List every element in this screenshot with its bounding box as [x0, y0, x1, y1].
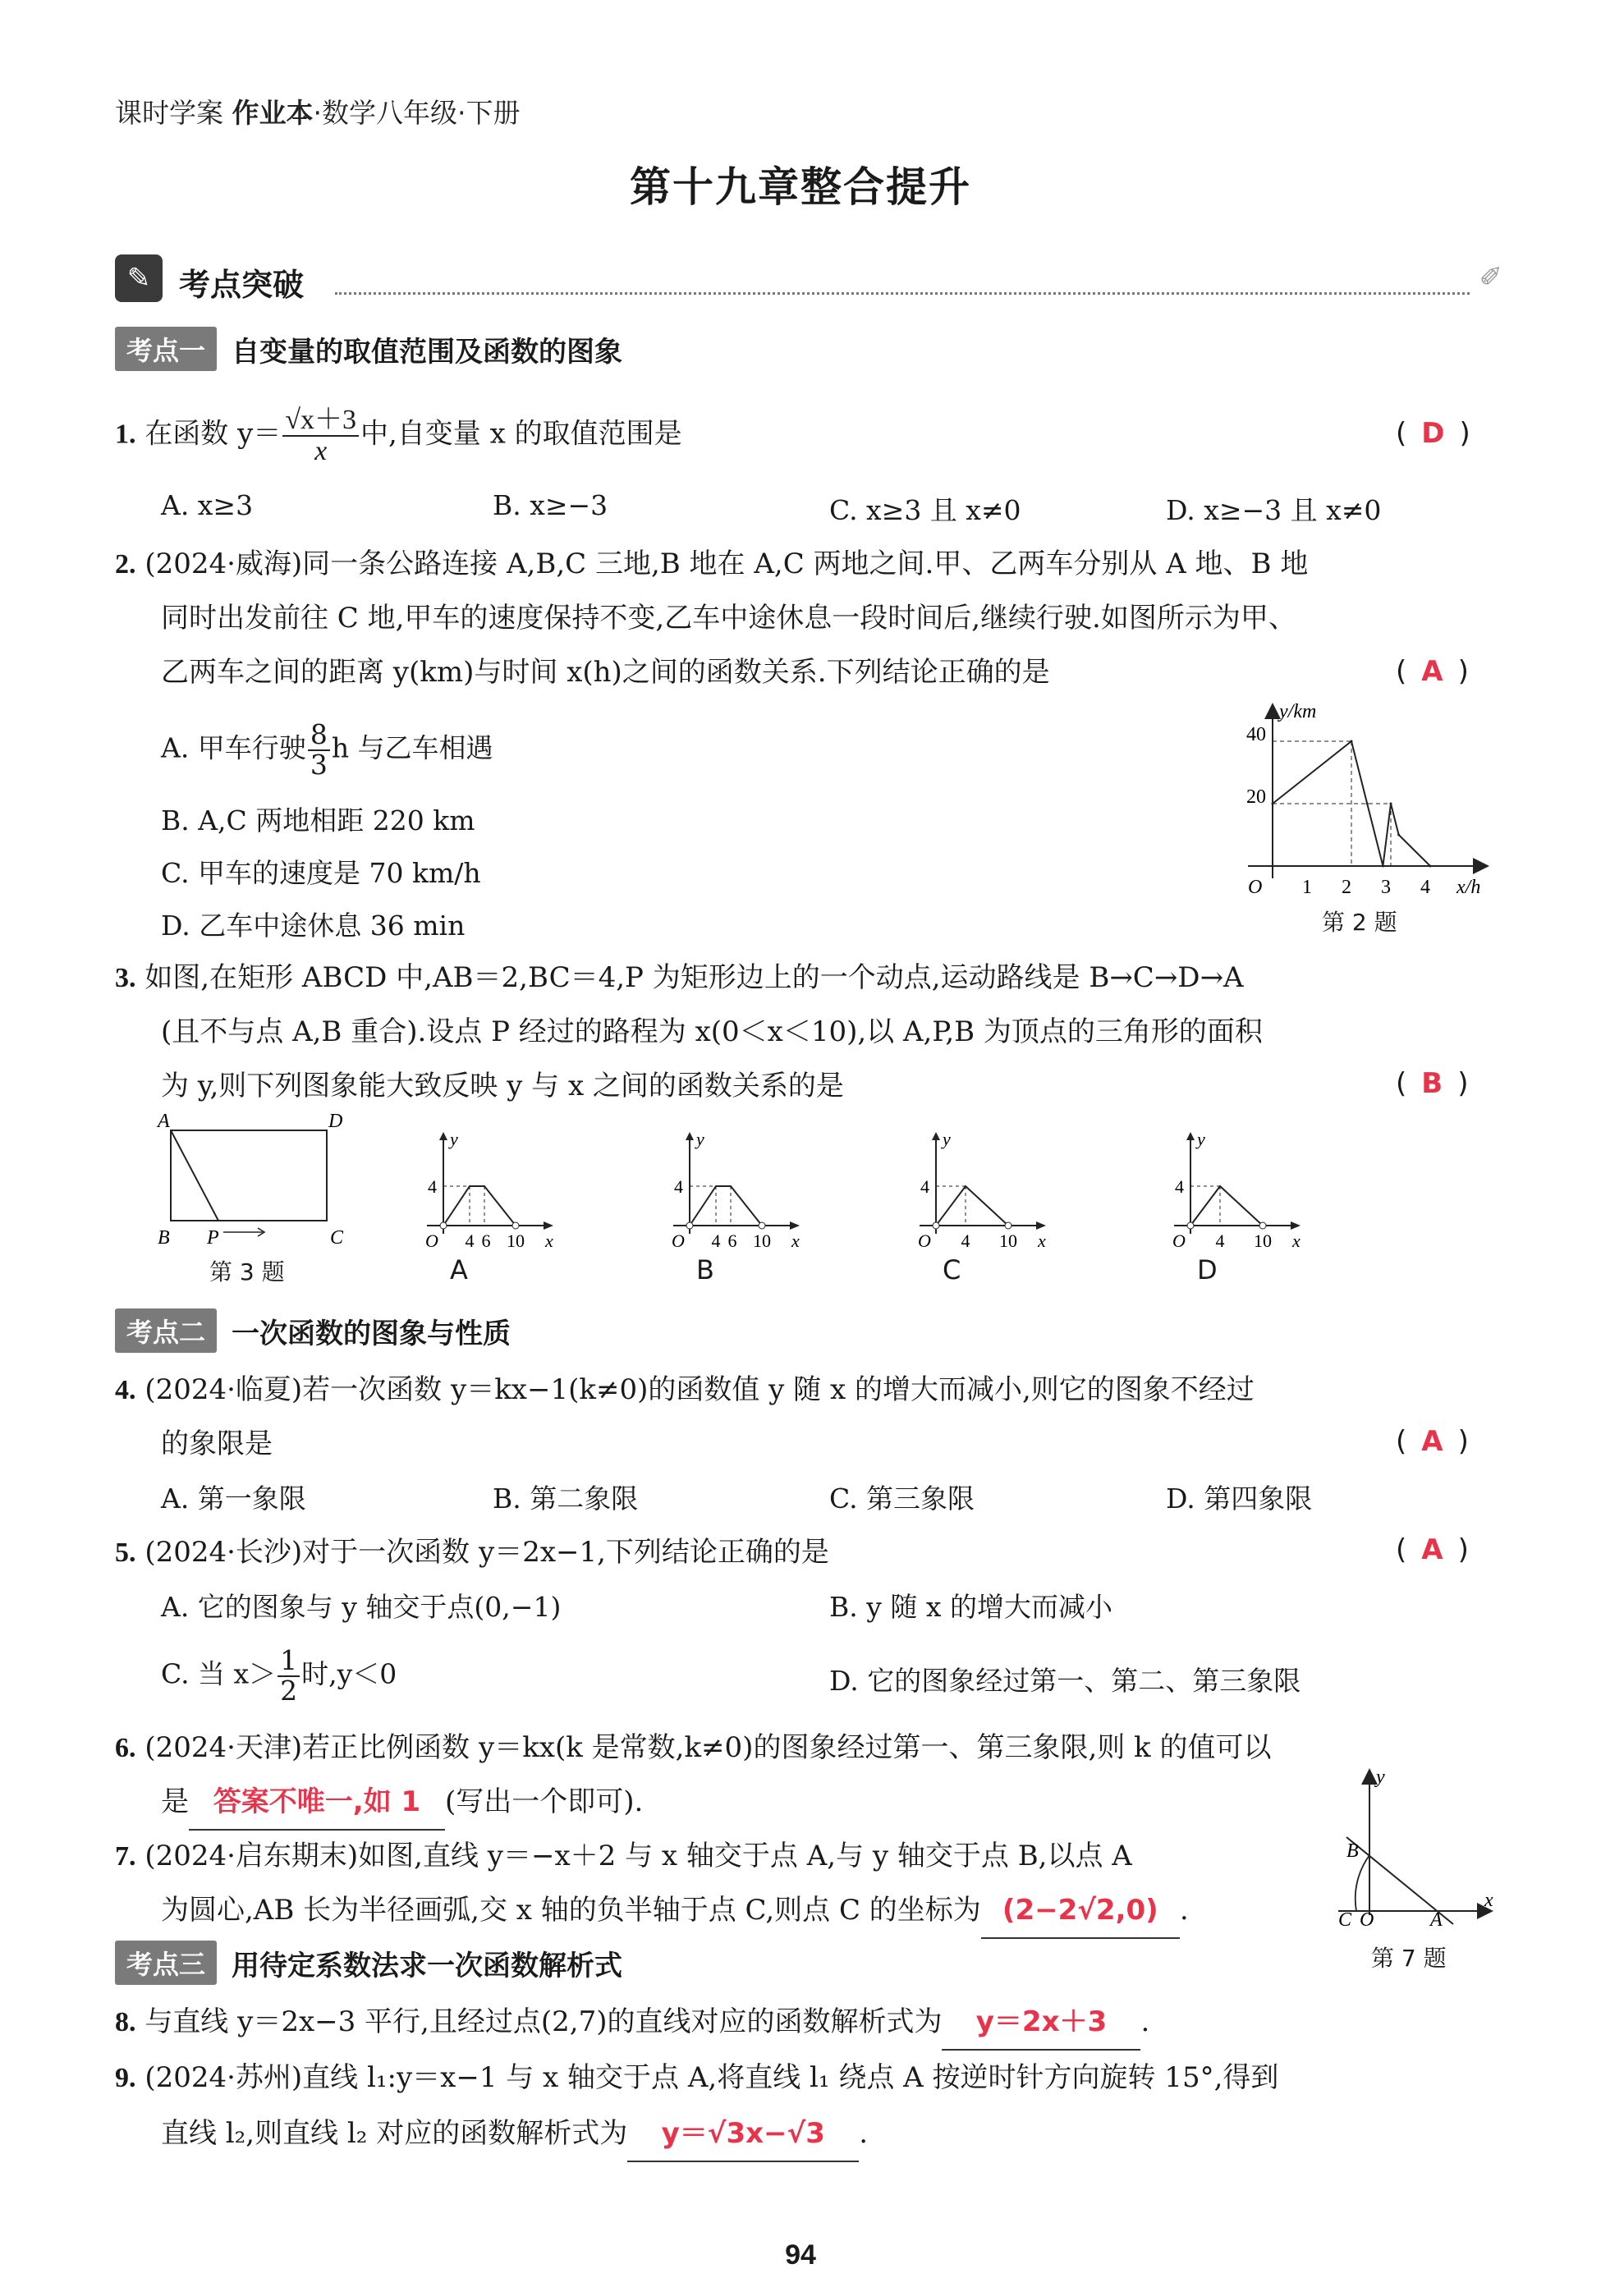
q3-option-graph — [1149, 1129, 1314, 1252]
origin-label: O — [1172, 1230, 1186, 1251]
graph-line — [936, 1186, 1008, 1226]
option-graph-label: D — [1197, 1254, 1218, 1285]
option: D. 第四象限 — [1166, 1483, 1313, 1515]
axis-label: x — [791, 1230, 800, 1251]
question-text: 在函数 y＝ — [145, 417, 282, 451]
point-label: C — [1338, 1909, 1352, 1927]
question-text: 同时出发前往 C 地,甲车的速度保持不变,乙车中途休息一段时间后,继续行驶.如图所示为甲、 — [161, 602, 1296, 635]
fraction — [278, 1644, 300, 1707]
arrow-head — [1291, 1221, 1301, 1230]
open-point — [512, 1222, 519, 1229]
q3-option-graph — [895, 1129, 1059, 1252]
running-header — [115, 92, 520, 131]
arrow-head — [1036, 1221, 1046, 1230]
x-tick-label: 2 — [1342, 877, 1351, 898]
question-number: 2. — [115, 549, 136, 580]
graph-line — [1190, 1186, 1263, 1226]
axis-label: y — [1197, 1129, 1205, 1149]
vertex-label: D — [328, 1112, 343, 1132]
tick-label: 10 — [507, 1230, 525, 1251]
q3-rectangle-figure — [156, 1112, 353, 1252]
tick-label: 4 — [1175, 1176, 1184, 1197]
tick-label: 10 — [1254, 1230, 1272, 1251]
question-text: 为 y,则下列图象能大致反映 y 与 x 之间的函数关系的是 — [161, 1070, 844, 1102]
chapter-title: 第十九章整合提升 — [630, 163, 971, 211]
x-tick-label: 4 — [1420, 877, 1430, 898]
answer-letter: A — [1421, 1533, 1443, 1566]
question-text — [161, 1775, 643, 1831]
answer-letter: D — [1421, 417, 1445, 450]
origin-label: O — [672, 1230, 685, 1251]
data-point — [1429, 865, 1432, 868]
answer-blank-3: ( B ) — [1396, 1067, 1469, 1100]
data-point — [1397, 834, 1400, 836]
point-label: A — [1430, 1909, 1443, 1927]
fraction-numerator: √x＋3 — [282, 406, 359, 437]
question-7 — [115, 1829, 1132, 1884]
question-text: 中,自变量 x 的取值范围是 — [360, 417, 682, 451]
question-text: (2024·苏州)直线 l₁:y＝x−1 与 x 轴交于点 A,将直线 l₁ 绕点 A 按逆时针方向旋转 15°,得到 — [145, 2061, 1279, 2094]
data-point — [1351, 740, 1353, 743]
y-tick-label: 40 — [1246, 724, 1266, 745]
q3-option-graph — [649, 1129, 813, 1252]
open-point — [1187, 1222, 1194, 1229]
guide-lines — [1273, 741, 1391, 866]
option: D. 它的图象经过第一、第二、第三象限 — [829, 1665, 1301, 1697]
question-8 — [115, 1995, 1149, 2051]
option: C. x≥3 且 x≠0 — [829, 494, 1021, 526]
option-graph-label: B — [696, 1254, 714, 1285]
question-text — [161, 2106, 868, 2162]
answer-letter: A — [1421, 1425, 1443, 1458]
figure-caption: 第 7 题 — [1371, 1945, 1447, 1972]
y-axis-label: y/km — [1279, 701, 1317, 722]
data-point — [1272, 803, 1274, 805]
question-number: 6. — [115, 1733, 136, 1763]
question-text: 的象限是 — [161, 1428, 273, 1460]
question-text — [161, 1883, 1189, 1939]
graph-line — [690, 1186, 762, 1226]
fraction — [308, 718, 330, 781]
vertex-label: P — [207, 1227, 219, 1249]
question-text: (2024·启东期末)如图,直线 y＝−x＋2 与 x 轴交于点 A,与 y 轴交于点 B,以点 A — [145, 1840, 1132, 1872]
question-text: 如图,在矩形 ABCD 中,AB＝2,BC＝4,P 为矩形边上的一个动点,运动路线是 B→C→D→A — [145, 961, 1244, 994]
option-text: 时,y＜0 — [301, 1657, 397, 1690]
vertex-label: C — [330, 1227, 344, 1249]
question-text: (写出一个即可). — [445, 1785, 644, 1818]
section-divider — [335, 292, 1470, 295]
open-point — [686, 1222, 693, 1229]
tick-label: 4 — [961, 1230, 970, 1251]
tick-label: 6 — [481, 1230, 491, 1251]
question-1 — [115, 406, 682, 465]
question-number: 3. — [115, 963, 136, 993]
question-number: 7. — [115, 1841, 136, 1872]
tick-label: 4 — [1215, 1230, 1225, 1251]
question-2 — [115, 537, 1308, 592]
y-tick-label: 20 — [1246, 786, 1266, 808]
option: B. y 随 x 的增大而减小 — [829, 1591, 1112, 1623]
question-text: 乙两车之间的距离 y(km)与时间 x(h)之间的函数关系.下列结论正确的是 — [161, 656, 1050, 689]
tick-labels — [1246, 724, 1430, 898]
question-4 — [115, 1363, 1255, 1418]
pencil-icon: ✐ — [1479, 261, 1502, 294]
arrow-head — [686, 1132, 694, 1140]
answer-blank-4: ( A ) — [1396, 1425, 1469, 1458]
option: D. x≥−3 且 x≠0 — [1166, 494, 1382, 526]
origin-label: O — [918, 1230, 931, 1251]
section-header — [115, 254, 1502, 302]
x-tick-label: 1 — [1302, 877, 1312, 898]
option: A. 它的图象与 y 轴交于点(0,−1) — [161, 1591, 562, 1623]
figure-caption: 第 3 题 — [209, 1258, 285, 1285]
kaodian-badge: 考点三 — [115, 1941, 217, 1985]
fraction-denominator: 3 — [310, 748, 328, 781]
open-point — [1259, 1222, 1266, 1229]
kaodian-title: 用待定系数法求一次函数解析式 — [232, 1949, 623, 1982]
option: B. A,C 两地相距 220 km — [161, 804, 475, 836]
fill-in-blank: 答案不唯一,如 1 — [189, 1775, 445, 1831]
point-label: B — [1346, 1840, 1359, 1862]
option: C. 第三象限 — [829, 1483, 975, 1515]
axis-label: y — [450, 1129, 458, 1149]
question-text: (且不与点 A,B 重合).设点 P 经过的路程为 x(0＜x＜10),以 A,P,B 为顶点的三角形的面积 — [161, 1015, 1263, 1048]
x-axis-label: x/h — [1456, 877, 1481, 898]
tick-label: 4 — [674, 1176, 683, 1197]
open-point — [1005, 1222, 1012, 1229]
arrow-head — [790, 1221, 800, 1230]
question-text: 与直线 y＝2x−3 平行,且经过点(2,7)的直线对应的函数解析式为 — [145, 2005, 943, 2038]
option: A. 第一象限 — [161, 1483, 306, 1515]
tick-label: 10 — [999, 1230, 1017, 1251]
question-text: (2024·长沙)对于一次函数 y＝2x−1,下列结论正确的是 — [145, 1536, 829, 1569]
data-point — [1366, 803, 1369, 805]
option-text: h 与乙车相遇 — [331, 731, 493, 764]
question-number: 1. — [115, 419, 136, 450]
question-number: 5. — [115, 1538, 136, 1568]
fraction-denominator: x — [314, 435, 328, 466]
option — [161, 718, 493, 781]
question-5 — [115, 1525, 829, 1580]
answer-blank-5: ( A ) — [1396, 1533, 1469, 1566]
tick-label: 6 — [727, 1230, 737, 1251]
point-label: O — [1360, 1909, 1374, 1927]
open-point — [933, 1222, 939, 1229]
question-number: 4. — [115, 1375, 136, 1405]
header-bold: 作业本 — [232, 97, 314, 129]
header-suffix: ·数学八年级·下册 — [313, 97, 521, 129]
question-3 — [115, 951, 1244, 1006]
x-tick-label: 3 — [1381, 877, 1391, 898]
question-text: . — [859, 2117, 869, 2150]
fill-in-blank: y＝2x＋3 — [942, 1995, 1140, 2051]
origin-label: O — [1248, 877, 1263, 898]
question-number: 9. — [115, 2063, 136, 2093]
fraction — [282, 406, 359, 465]
question-text: 是 — [161, 1785, 189, 1818]
tick-label: 4 — [711, 1230, 721, 1251]
option — [161, 1644, 397, 1707]
kaodian-2 — [115, 1308, 511, 1351]
q2-line-chart — [1223, 698, 1511, 903]
axis-label: x — [1484, 1890, 1493, 1911]
option: C. 甲车的速度是 70 km/h — [161, 857, 481, 889]
option: A. x≥3 — [161, 489, 254, 521]
vertex-label: B — [158, 1227, 170, 1249]
section-label: 考点突破 — [179, 267, 305, 303]
option-graph-label: A — [450, 1254, 468, 1285]
answer-letter: A — [1421, 655, 1443, 688]
tick-label: 4 — [428, 1176, 437, 1197]
kaodian-badge: 考点二 — [115, 1308, 217, 1353]
open-point — [759, 1222, 765, 1229]
question-text: (2024·威海)同一条公路连接 A,B,C 三地,B 地在 A,C 两地之间.甲、乙两车分别从 A 地、B 地 — [145, 548, 1309, 580]
arrow-head — [439, 1132, 447, 1140]
question-text: 为圆心,AB 长为半径画弧,交 x 轴的负半轴于点 C,则点 C 的坐标为 — [161, 1894, 981, 1927]
segment-ap — [171, 1130, 218, 1221]
fill-in-blank: y＝√3x−√3 — [627, 2106, 859, 2162]
option: B. 第二象限 — [493, 1483, 639, 1515]
arrow-head — [932, 1132, 940, 1140]
vertex-label: A — [158, 1112, 170, 1132]
origin-label: O — [425, 1230, 438, 1251]
page-number: 94 — [785, 2239, 816, 2271]
answer-blank-1: ( D ) — [1396, 417, 1470, 450]
open-point — [440, 1222, 447, 1229]
tick-label: 4 — [920, 1176, 929, 1197]
data-point — [1390, 803, 1392, 805]
option: D. 乙车中途休息 36 min — [161, 910, 466, 942]
kaodian-title: 一次函数的图象与性质 — [232, 1317, 511, 1350]
tick-label: 4 — [465, 1230, 475, 1251]
header-prefix: 课时学案 — [115, 97, 223, 129]
axis-label: y — [1376, 1767, 1385, 1788]
question-text: . — [1179, 1894, 1189, 1927]
answer-letter: B — [1421, 1067, 1443, 1100]
question-9 — [115, 2051, 1278, 2106]
answer-blank-2: ( A ) — [1396, 655, 1469, 688]
axis-label: x — [545, 1230, 553, 1251]
kaodian-3 — [115, 1941, 622, 1983]
axis-label: y — [943, 1129, 951, 1149]
fraction-denominator: 2 — [280, 1674, 298, 1707]
wrench-icon: ✎ — [115, 254, 163, 302]
figure-caption: 第 2 题 — [1322, 909, 1397, 936]
question-text: . — [1140, 2005, 1150, 2038]
option-graph-label: C — [943, 1254, 961, 1285]
kaodian-badge: 考点一 — [115, 327, 217, 371]
q3-option-graph — [402, 1129, 567, 1252]
fraction-numerator: 8 — [308, 721, 330, 751]
option-text: A. 甲车行驶 — [161, 731, 306, 764]
option: B. x≥−3 — [493, 489, 608, 521]
option-text: C. 当 x＞ — [161, 1657, 277, 1690]
arrow-head — [544, 1221, 553, 1230]
question-text: 直线 l₂,则直线 l₂ 对应的函数解析式为 — [161, 2117, 628, 2150]
tick-label: 10 — [753, 1230, 771, 1251]
kaodian-1 — [115, 327, 622, 369]
kaodian-title: 自变量的取值范围及函数的图象 — [232, 335, 623, 369]
q7-figure — [1330, 1763, 1502, 1927]
question-text: (2024·临夏)若一次函数 y＝kx−1(k≠0)的函数值 y 随 x 的增大而减小,则它的图象不经过 — [145, 1373, 1255, 1406]
axis-label: x — [1292, 1230, 1301, 1251]
question-text: (2024·天津)若正比例函数 y＝kx(k 是常数,k≠0)的图象经过第一、第三象限,则 k 的值可以 — [145, 1731, 1272, 1764]
arc — [1356, 1855, 1369, 1911]
axis-label: y — [696, 1129, 704, 1149]
question-number: 8. — [115, 2007, 136, 2037]
fraction-numerator: 1 — [278, 1647, 300, 1677]
question-6 — [115, 1721, 1271, 1776]
graph-line — [443, 1186, 516, 1226]
arrow-head — [1186, 1132, 1195, 1140]
data-point — [1382, 865, 1384, 868]
axis-label: x — [1038, 1230, 1046, 1251]
fill-in-blank: (2−2√2,0) — [981, 1883, 1180, 1939]
